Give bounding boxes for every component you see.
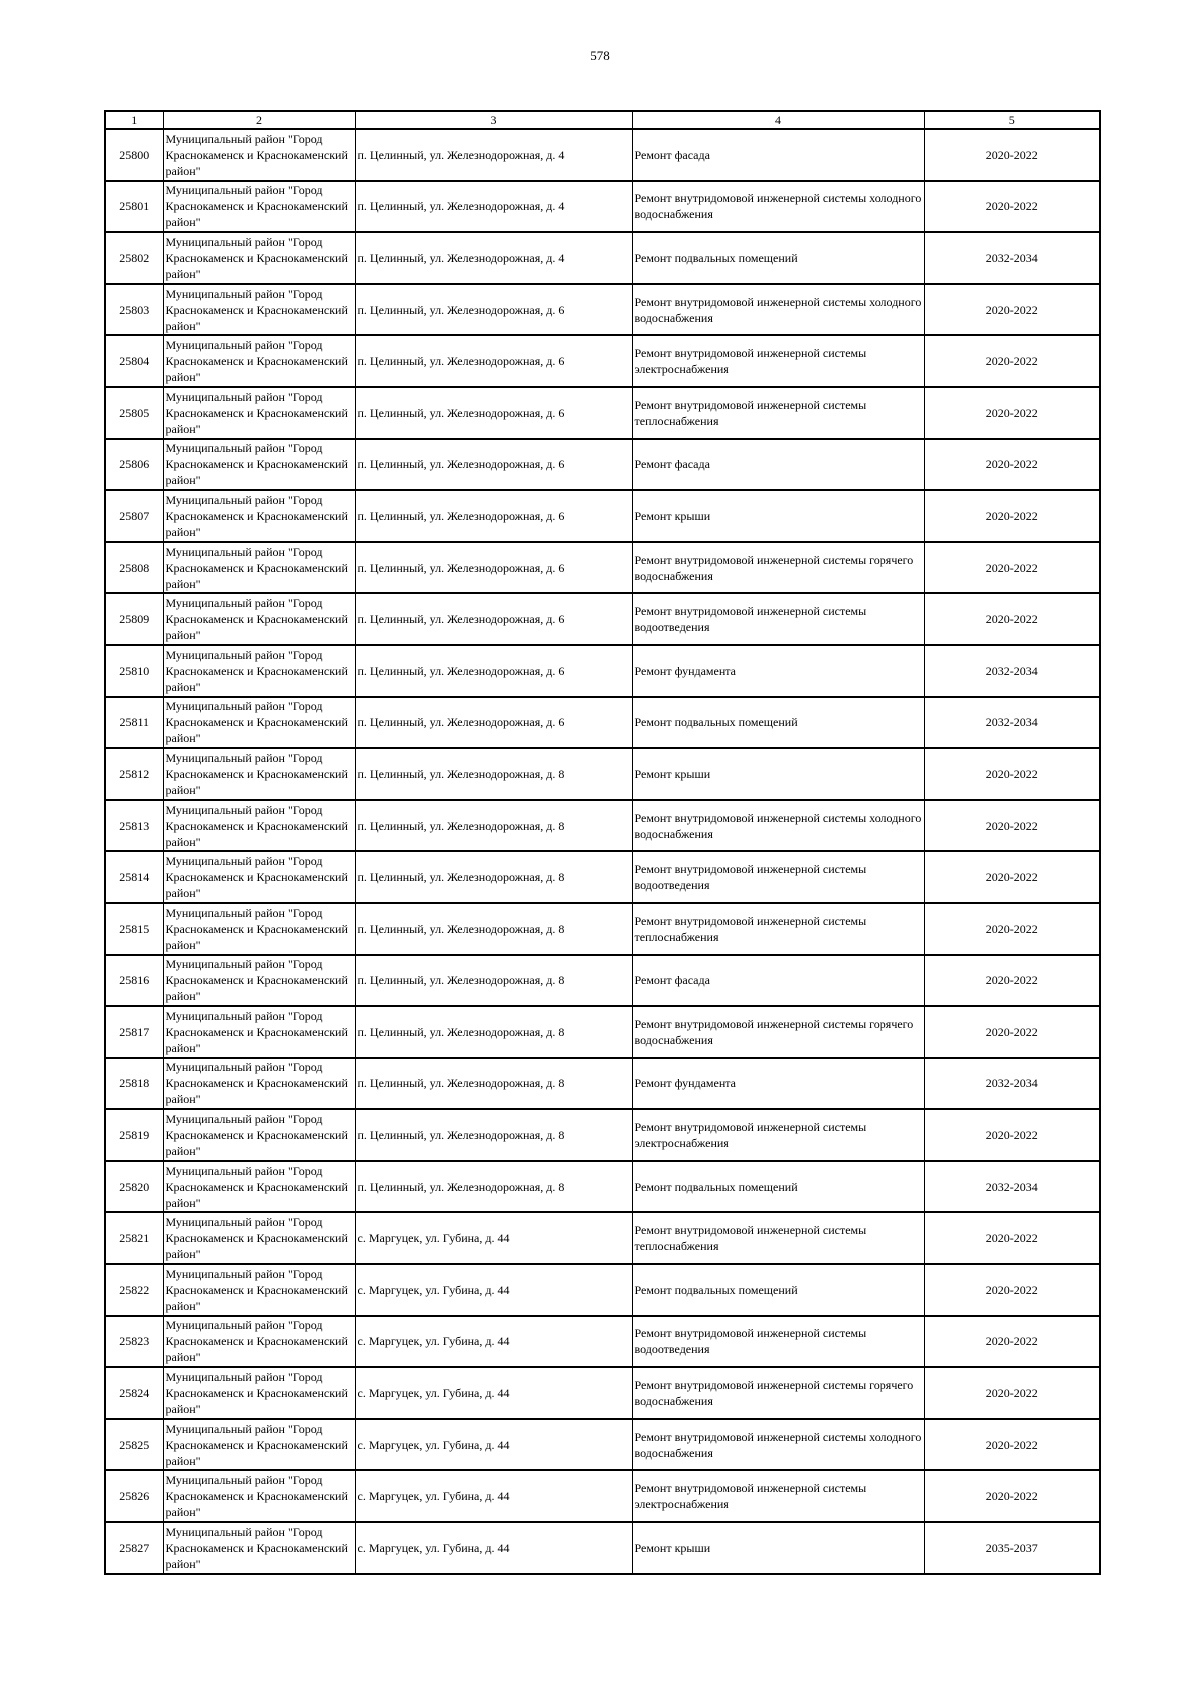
period-cell: 2020-2022 xyxy=(924,1264,1100,1316)
row-number-cell: 25825 xyxy=(105,1419,163,1471)
table-row xyxy=(105,851,1100,903)
row-number-cell: 25800 xyxy=(105,129,163,181)
row-number-cell: 25809 xyxy=(105,593,163,645)
period-cell: 2035-2037 xyxy=(924,1522,1100,1574)
column-header: 1 xyxy=(105,111,163,129)
row-number-cell: 25806 xyxy=(105,439,163,491)
table-row xyxy=(105,439,1100,491)
address-cell: п. Целинный, ул. Железнодорожная, д. 8 xyxy=(355,1006,632,1058)
work-type-cell: Ремонт внутридомовой инженерной системы теплоснабжения xyxy=(632,903,924,955)
table-row xyxy=(105,387,1100,439)
period-cell: 2020-2022 xyxy=(924,439,1100,491)
municipality-cell: Муниципальный район "Город Краснокаменск и Краснокаменский район" xyxy=(163,232,355,284)
row-number-cell: 25812 xyxy=(105,748,163,800)
row-number-cell: 25817 xyxy=(105,1006,163,1058)
municipality-cell: Муниципальный район "Город Краснокаменск и Краснокаменский район" xyxy=(163,851,355,903)
period-cell: 2020-2022 xyxy=(924,1006,1100,1058)
row-number-cell: 25820 xyxy=(105,1161,163,1213)
row-number-cell: 25822 xyxy=(105,1264,163,1316)
address-cell: п. Целинный, ул. Железнодорожная, д. 6 xyxy=(355,697,632,749)
work-type-cell: Ремонт фасада xyxy=(632,439,924,491)
address-cell: п. Целинный, ул. Железнодорожная, д. 6 xyxy=(355,593,632,645)
work-type-cell: Ремонт внутридомовой инженерной системы водоотведения xyxy=(632,1316,924,1368)
period-cell: 2032-2034 xyxy=(924,1161,1100,1213)
municipality-cell: Муниципальный район "Город Краснокаменск и Краснокаменский район" xyxy=(163,593,355,645)
row-number-cell: 25803 xyxy=(105,284,163,336)
table-row xyxy=(105,955,1100,1007)
address-cell: п. Целинный, ул. Железнодорожная, д. 6 xyxy=(355,645,632,697)
table-row xyxy=(105,748,1100,800)
address-cell: п. Целинный, ул. Железнодорожная, д. 4 xyxy=(355,232,632,284)
table-row xyxy=(105,1470,1100,1522)
table-row xyxy=(105,1316,1100,1368)
address-cell: с. Маргуцек, ул. Губина, д. 44 xyxy=(355,1212,632,1264)
municipality-cell: Муниципальный район "Город Краснокаменск и Краснокаменский район" xyxy=(163,645,355,697)
address-cell: п. Целинный, ул. Железнодорожная, д. 8 xyxy=(355,1109,632,1161)
table-row xyxy=(105,1264,1100,1316)
work-type-cell: Ремонт внутридомовой инженерной системы теплоснабжения xyxy=(632,387,924,439)
work-type-cell: Ремонт внутридомовой инженерной системы электроснабжения xyxy=(632,1470,924,1522)
municipality-cell: Муниципальный район "Город Краснокаменск и Краснокаменский район" xyxy=(163,1058,355,1110)
page-number: 578 xyxy=(590,48,610,63)
column-header: 2 xyxy=(163,111,355,129)
period-cell: 2020-2022 xyxy=(924,129,1100,181)
work-type-cell: Ремонт подвальных помещений xyxy=(632,1264,924,1316)
period-cell: 2020-2022 xyxy=(924,1367,1100,1419)
table-row xyxy=(105,1212,1100,1264)
row-number-cell: 25827 xyxy=(105,1522,163,1574)
work-type-cell: Ремонт внутридомовой инженерной системы холодного водоснабжения xyxy=(632,800,924,852)
row-number-cell: 25818 xyxy=(105,1058,163,1110)
address-cell: п. Целинный, ул. Железнодорожная, д. 6 xyxy=(355,490,632,542)
address-cell: с. Маргуцек, ул. Губина, д. 44 xyxy=(355,1264,632,1316)
table-row xyxy=(105,1109,1100,1161)
address-cell: с. Маргуцек, ул. Губина, д. 44 xyxy=(355,1522,632,1574)
address-cell: п. Целинный, ул. Железнодорожная, д. 6 xyxy=(355,284,632,336)
period-cell: 2020-2022 xyxy=(924,542,1100,594)
row-number-cell: 25824 xyxy=(105,1367,163,1419)
municipality-cell: Муниципальный район "Город Краснокаменск и Краснокаменский район" xyxy=(163,1161,355,1213)
municipality-cell: Муниципальный район "Город Краснокаменск и Краснокаменский район" xyxy=(163,1316,355,1368)
municipality-cell: Муниципальный район "Город Краснокаменск и Краснокаменский район" xyxy=(163,490,355,542)
work-type-cell: Ремонт внутридомовой инженерной системы горячего водоснабжения xyxy=(632,1367,924,1419)
work-type-cell: Ремонт внутридомовой инженерной системы водоотведения xyxy=(632,851,924,903)
address-cell: п. Целинный, ул. Железнодорожная, д. 8 xyxy=(355,800,632,852)
table-row xyxy=(105,232,1100,284)
row-number-cell: 25802 xyxy=(105,232,163,284)
municipality-cell: Муниципальный район "Город Краснокаменск и Краснокаменский район" xyxy=(163,748,355,800)
period-cell: 2032-2034 xyxy=(924,1058,1100,1110)
address-cell: п. Целинный, ул. Железнодорожная, д. 6 xyxy=(355,542,632,594)
row-number-cell: 25810 xyxy=(105,645,163,697)
municipality-cell: Муниципальный район "Город Краснокаменск и Краснокаменский район" xyxy=(163,181,355,233)
address-cell: п. Целинный, ул. Железнодорожная, д. 8 xyxy=(355,1058,632,1110)
work-type-cell: Ремонт внутридомовой инженерной системы электроснабжения xyxy=(632,1109,924,1161)
table-row xyxy=(105,1522,1100,1574)
address-cell: п. Целинный, ул. Железнодорожная, д. 8 xyxy=(355,1161,632,1213)
municipality-cell: Муниципальный район "Город Краснокаменск и Краснокаменский район" xyxy=(163,955,355,1007)
row-number-cell: 25819 xyxy=(105,1109,163,1161)
period-cell: 2020-2022 xyxy=(924,1316,1100,1368)
work-type-cell: Ремонт фасада xyxy=(632,129,924,181)
work-type-cell: Ремонт крыши xyxy=(632,1522,924,1574)
municipality-cell: Муниципальный район "Город Краснокаменск и Краснокаменский район" xyxy=(163,1212,355,1264)
municipality-cell: Муниципальный район "Город Краснокаменск и Краснокаменский район" xyxy=(163,903,355,955)
row-number-cell: 25804 xyxy=(105,335,163,387)
municipality-cell: Муниципальный район "Город Краснокаменск и Краснокаменский район" xyxy=(163,542,355,594)
municipality-cell: Муниципальный район "Город Краснокаменск и Краснокаменский район" xyxy=(163,1470,355,1522)
period-cell: 2020-2022 xyxy=(924,181,1100,233)
table-row xyxy=(105,284,1100,336)
table-row xyxy=(105,697,1100,749)
row-number-cell: 25814 xyxy=(105,851,163,903)
table-row xyxy=(105,1367,1100,1419)
work-type-cell: Ремонт подвальных помещений xyxy=(632,697,924,749)
address-cell: п. Целинный, ул. Железнодорожная, д. 4 xyxy=(355,129,632,181)
municipality-cell: Муниципальный район "Город Краснокаменск и Краснокаменский район" xyxy=(163,697,355,749)
address-cell: п. Целинный, ул. Железнодорожная, д. 8 xyxy=(355,748,632,800)
municipality-cell: Муниципальный район "Город Краснокаменск и Краснокаменский район" xyxy=(163,284,355,336)
table-row xyxy=(105,903,1100,955)
municipality-cell: Муниципальный район "Город Краснокаменск и Краснокаменский район" xyxy=(163,1367,355,1419)
table-row xyxy=(105,335,1100,387)
row-number-cell: 25823 xyxy=(105,1316,163,1368)
period-cell: 2020-2022 xyxy=(924,387,1100,439)
table-row xyxy=(105,1161,1100,1213)
work-type-cell: Ремонт внутридомовой инженерной системы холодного водоснабжения xyxy=(632,284,924,336)
table-row xyxy=(105,542,1100,594)
row-number-cell: 25826 xyxy=(105,1470,163,1522)
work-type-cell: Ремонт фундамента xyxy=(632,1058,924,1110)
table-row xyxy=(105,1006,1100,1058)
address-cell: п. Целинный, ул. Железнодорожная, д. 6 xyxy=(355,387,632,439)
address-cell: п. Целинный, ул. Железнодорожная, д. 8 xyxy=(355,955,632,1007)
address-cell: с. Маргуцек, ул. Губина, д. 44 xyxy=(355,1470,632,1522)
period-cell: 2020-2022 xyxy=(924,490,1100,542)
table-row xyxy=(105,645,1100,697)
row-number-cell: 25816 xyxy=(105,955,163,1007)
work-type-cell: Ремонт фундамента xyxy=(632,645,924,697)
work-type-cell: Ремонт внутридомовой инженерной системы холодного водоснабжения xyxy=(632,181,924,233)
row-number-cell: 25813 xyxy=(105,800,163,852)
address-cell: п. Целинный, ул. Железнодорожная, д. 6 xyxy=(355,335,632,387)
period-cell: 2020-2022 xyxy=(924,284,1100,336)
period-cell: 2032-2034 xyxy=(924,232,1100,284)
municipality-cell: Муниципальный район "Город Краснокаменск и Краснокаменский район" xyxy=(163,1006,355,1058)
municipality-cell: Муниципальный район "Город Краснокаменск и Краснокаменский район" xyxy=(163,1522,355,1574)
period-cell: 2020-2022 xyxy=(924,1212,1100,1264)
register-table xyxy=(104,110,1101,1575)
table-row xyxy=(105,1058,1100,1110)
column-header: 4 xyxy=(632,111,924,129)
work-type-cell: Ремонт подвальных помещений xyxy=(632,232,924,284)
municipality-cell: Муниципальный район "Город Краснокаменск и Краснокаменский район" xyxy=(163,1109,355,1161)
row-number-cell: 25815 xyxy=(105,903,163,955)
work-type-cell: Ремонт внутридомовой инженерной системы водоотведения xyxy=(632,593,924,645)
period-cell: 2020-2022 xyxy=(924,1470,1100,1522)
municipality-cell: Муниципальный район "Город Краснокаменск и Краснокаменский район" xyxy=(163,335,355,387)
period-cell: 2020-2022 xyxy=(924,800,1100,852)
period-cell: 2020-2022 xyxy=(924,903,1100,955)
row-number-cell: 25821 xyxy=(105,1212,163,1264)
municipality-cell: Муниципальный район "Город Краснокаменск и Краснокаменский район" xyxy=(163,387,355,439)
work-type-cell: Ремонт подвальных помещений xyxy=(632,1161,924,1213)
period-cell: 2032-2034 xyxy=(924,645,1100,697)
period-cell: 2020-2022 xyxy=(924,748,1100,800)
row-number-cell: 25808 xyxy=(105,542,163,594)
column-number-row xyxy=(105,111,1100,129)
work-type-cell: Ремонт внутридомовой инженерной системы горячего водоснабжения xyxy=(632,1006,924,1058)
table-body xyxy=(105,129,1100,1574)
period-cell: 2020-2022 xyxy=(924,1109,1100,1161)
period-cell: 2020-2022 xyxy=(924,1419,1100,1471)
period-cell: 2032-2034 xyxy=(924,697,1100,749)
row-number-cell: 25807 xyxy=(105,490,163,542)
address-cell: с. Маргуцек, ул. Губина, д. 44 xyxy=(355,1419,632,1471)
address-cell: п. Целинный, ул. Железнодорожная, д. 4 xyxy=(355,181,632,233)
row-number-cell: 25805 xyxy=(105,387,163,439)
table-row xyxy=(105,800,1100,852)
row-number-cell: 25801 xyxy=(105,181,163,233)
column-header: 3 xyxy=(355,111,632,129)
address-cell: п. Целинный, ул. Железнодорожная, д. 6 xyxy=(355,439,632,491)
work-type-cell: Ремонт внутридомовой инженерной системы горячего водоснабжения xyxy=(632,542,924,594)
period-cell: 2020-2022 xyxy=(924,955,1100,1007)
address-cell: с. Маргуцек, ул. Губина, д. 44 xyxy=(355,1367,632,1419)
municipality-cell: Муниципальный район "Город Краснокаменск и Краснокаменский район" xyxy=(163,1264,355,1316)
table-row xyxy=(105,1419,1100,1471)
municipality-cell: Муниципальный район "Город Краснокаменск и Краснокаменский район" xyxy=(163,800,355,852)
municipality-cell: Муниципальный район "Город Краснокаменск и Краснокаменский район" xyxy=(163,1419,355,1471)
work-type-cell: Ремонт крыши xyxy=(632,748,924,800)
work-type-cell: Ремонт внутридомовой инженерной системы электроснабжения xyxy=(632,335,924,387)
municipality-cell: Муниципальный район "Город Краснокаменск и Краснокаменский район" xyxy=(163,129,355,181)
table-row xyxy=(105,129,1100,181)
period-cell: 2020-2022 xyxy=(924,335,1100,387)
table-row xyxy=(105,490,1100,542)
work-type-cell: Ремонт внутридомовой инженерной системы теплоснабжения xyxy=(632,1212,924,1264)
municipality-cell: Муниципальный район "Город Краснокаменск и Краснокаменский район" xyxy=(163,439,355,491)
row-number-cell: 25811 xyxy=(105,697,163,749)
address-cell: п. Целинный, ул. Железнодорожная, д. 8 xyxy=(355,851,632,903)
table-row xyxy=(105,593,1100,645)
period-cell: 2020-2022 xyxy=(924,851,1100,903)
period-cell: 2020-2022 xyxy=(924,593,1100,645)
address-cell: п. Целинный, ул. Железнодорожная, д. 8 xyxy=(355,903,632,955)
work-type-cell: Ремонт фасада xyxy=(632,955,924,1007)
work-type-cell: Ремонт внутридомовой инженерной системы холодного водоснабжения xyxy=(632,1419,924,1471)
address-cell: с. Маргуцек, ул. Губина, д. 44 xyxy=(355,1316,632,1368)
work-type-cell: Ремонт крыши xyxy=(632,490,924,542)
table-row xyxy=(105,181,1100,233)
column-header: 5 xyxy=(924,111,1100,129)
